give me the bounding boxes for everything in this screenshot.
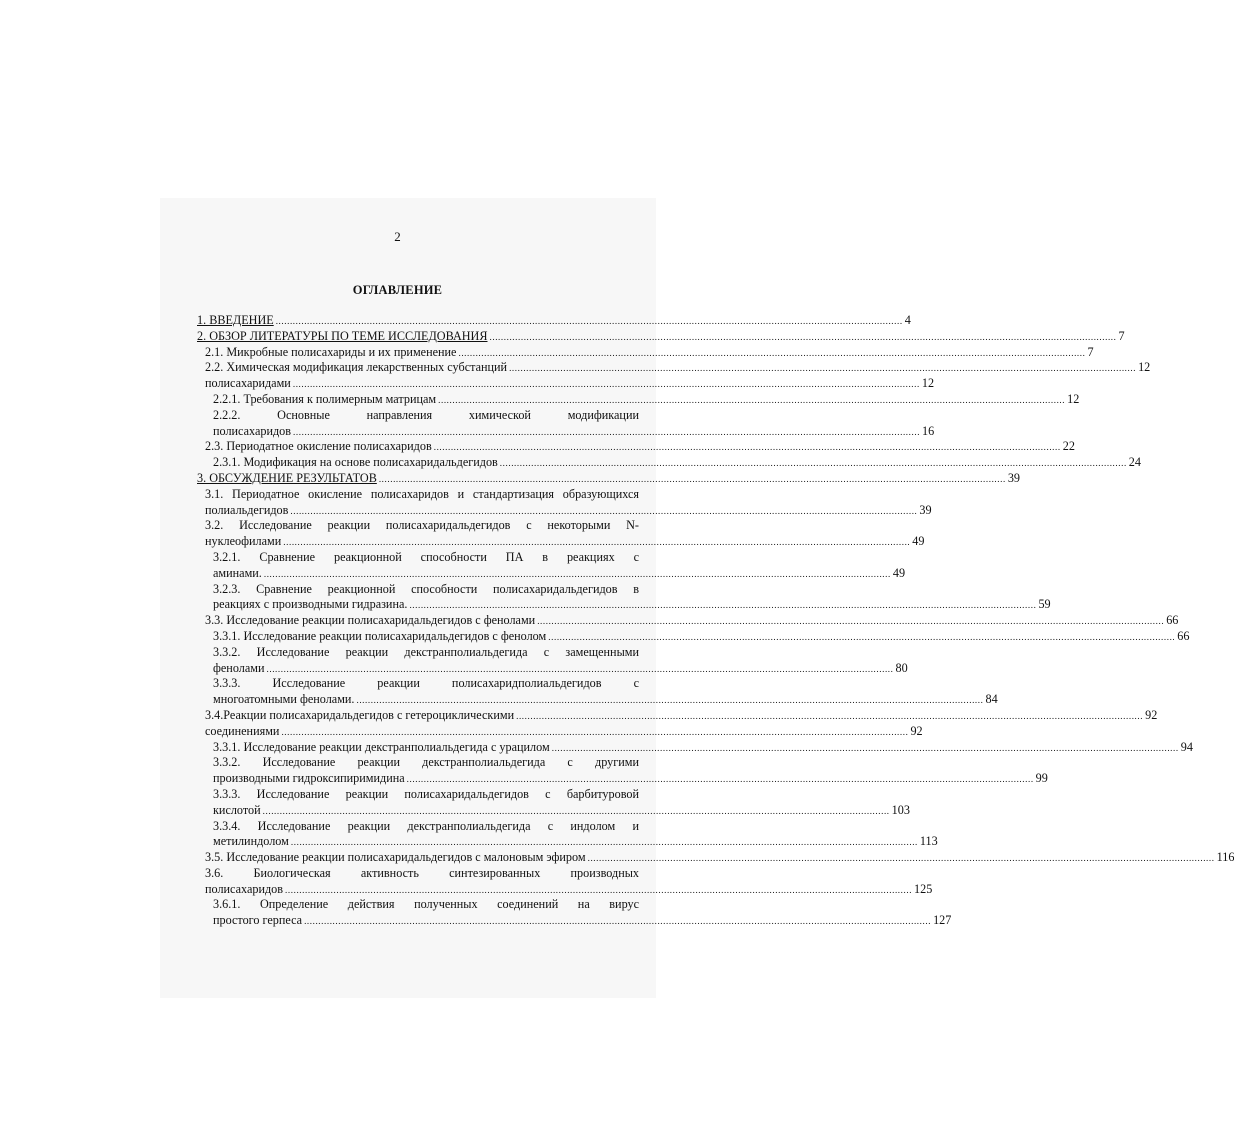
toc-entry-label: реакциях с производными гидразина. <box>213 597 408 612</box>
toc-entry[interactable] <box>197 549 906 582</box>
toc-entry-first-line: 3.6. Биологическая активность синтезированных производных <box>205 865 639 880</box>
toc-leader-dots: ............................................................................................................................................................................................................................ <box>499 458 1127 469</box>
toc-entry-label: 2.1. Микробные полисахариды и их применение <box>205 344 457 359</box>
toc-entry-label: многоатомными фенолами. <box>213 692 355 707</box>
toc-entry-page: 66 <box>1166 613 1179 628</box>
toc-entry-label: метилиндолом <box>213 834 289 849</box>
toc-entry-page: 22 <box>1062 439 1075 454</box>
toc-entry[interactable] <box>197 486 932 519</box>
toc-entry-label: 1. ВВЕДЕНИЕ <box>197 313 274 327</box>
toc-entry[interactable] <box>197 344 1094 361</box>
toc-entry[interactable] <box>197 676 998 708</box>
toc-entry[interactable] <box>197 613 1179 629</box>
toc-entry-first-line: 3.3.3. Исследование реакции полисахаридполиальдегидов с <box>213 676 639 691</box>
toc-entry-page: 80 <box>895 660 908 675</box>
toc-entry-label: 3.3. Исследование реакции полисахаридальдегидов с фенолами <box>205 613 536 628</box>
toc-leader-dots: ............................................................................................................................................................................................................................ <box>509 363 1137 374</box>
toc-entry-page: 116 <box>1216 850 1234 865</box>
toc-entry[interactable] <box>197 628 1190 645</box>
toc-leader-dots: ............................................................................................................................................................................................................................ <box>489 331 1117 342</box>
toc-entry[interactable] <box>197 755 1048 787</box>
toc-leader-dots: ............................................................................................................................................................................................................................ <box>304 916 932 927</box>
toc-entry-label: простого герпеса <box>213 913 303 928</box>
toc-leader-dots: ............................................................................................................................................................................................................................ <box>290 505 918 516</box>
toc-entry-page: 39 <box>1007 470 1021 485</box>
toc-leader-dots: ............................................................................................................................................................................................................................ <box>433 442 1061 453</box>
toc-entry-page: 49 <box>912 534 925 549</box>
toc-entry-page: 49 <box>892 565 906 580</box>
toc-leader-dots: ............................................................................................................................................................................................................................ <box>548 631 1176 642</box>
toc-entry[interactable] <box>197 455 1141 471</box>
toc-entry-label: полиальдегидов <box>205 502 289 517</box>
toc-entry-label: 2. ОБЗОР ЛИТЕРАТУРЫ ПО ТЕМЕ ИССЛЕДОВАНИЯ <box>197 328 488 343</box>
toc-entry-label: 3.3.1. Исследование реакции полисахаридальдегидов с фенолом <box>213 628 547 643</box>
toc-entry-first-line: 3.4.Реакции полисахаридальдегидов с гетероциклическими <box>205 707 515 722</box>
toc-entry[interactable] <box>197 707 1158 740</box>
toc-entry-label: фенолами <box>213 660 265 675</box>
toc-entry-first-line: 3.2. Исследование реакции полисахаридальдегидов с некоторыми N- <box>205 518 639 533</box>
toc-entry-label: производными гидроксипиримидина <box>213 771 405 786</box>
toc-leader-dots: ............................................................................................................................................................................................................................ <box>285 884 913 895</box>
toc-leader-dots: ............................................................................................................................................................................................................................ <box>290 837 918 848</box>
toc-entry-label: 2.3. Периодатное окисление полисахаридов <box>205 439 432 454</box>
toc-leader-dots: ............................................................................................................................................................................................................................ <box>537 616 1165 627</box>
toc-entry[interactable] <box>197 786 910 819</box>
toc-leader-dots: ............................................................................................................................................................................................................................ <box>283 537 911 548</box>
toc-leader-dots: ............................................................................................................................................................................................................................ <box>292 379 920 390</box>
toc-entry-page: 39 <box>919 502 932 517</box>
toc-leader-dots: ............................................................................................................................................................................................................................ <box>438 394 1066 405</box>
toc-entry-page: 92 <box>910 723 923 738</box>
toc-leader-dots: ............................................................................................................................................................................................................................ <box>356 695 984 706</box>
toc-entry-first-line: 3.6.1. Определение действия полученных соединений на вирус <box>213 897 639 912</box>
toc-entry-first-line: 3.3.3. Исследование реакции полисахаридальдегидов с барбитуровой <box>213 786 639 801</box>
toc-leader-dots: ............................................................................................................................................................................................................................ <box>262 805 890 816</box>
toc-entry-page: 59 <box>1038 597 1051 612</box>
toc-entry-page: 127 <box>933 913 952 928</box>
toc-entry[interactable] <box>197 328 1125 345</box>
toc-entry-label: полисахаридов <box>205 881 284 896</box>
toc-entry-page: 12 <box>1067 391 1080 406</box>
toc-entry[interactable] <box>197 739 1193 756</box>
toc-entry-first-line: 2.2.2. Основные направления химической модификации <box>213 407 639 422</box>
toc-entry-page: 125 <box>914 881 933 896</box>
toc-entry-label: аминами. <box>213 565 262 580</box>
toc-entry[interactable] <box>197 407 935 440</box>
toc-leader-dots: ............................................................................................................................................................................................................................ <box>263 568 891 579</box>
toc-leader-dots: ............................................................................................................................................................................................................................ <box>551 742 1179 753</box>
toc-entry-first-line: 3.2.1. Сравнение реакционной способности ПА в реакциях с <box>213 549 639 564</box>
toc-entry-page: 7 <box>1087 344 1094 359</box>
toc-entry-page: 99 <box>1035 771 1048 786</box>
toc-leader-dots: ............................................................................................................................................................................................................................ <box>281 726 909 737</box>
toc-entry-page: 4 <box>904 313 911 327</box>
toc-entry-first-page: 92 <box>1145 707 1158 722</box>
toc-entry-first-line: 3.1. Периодатное окисление полисахаридов и стандартизация образующихся <box>205 486 639 501</box>
page-number: 2 <box>394 229 401 244</box>
toc-entry-page: 7 <box>1118 328 1125 343</box>
toc-entry[interactable] <box>197 850 1234 866</box>
toc-entry[interactable] <box>197 313 911 329</box>
toc-entry-first-line: 3.2.3. Сравнение реакционной способности полисахаридальдегидов в <box>213 581 639 596</box>
toc-entry-label: 3.5. Исследование реакции полисахаридальдегидов с малоновым эфиром <box>205 850 586 865</box>
toc-entry[interactable] <box>197 818 938 851</box>
toc-leader-dots: ............................................................................................................................................................................................................................ <box>587 853 1215 864</box>
toc-entry-label: кислотой <box>213 802 261 817</box>
toc-entry-label: полисахаридами <box>205 376 291 391</box>
toc-leader-dots: ............................................................................................................................................................................................................................ <box>409 600 1037 611</box>
toc-leader-dots: ............................................................................................................................................................................................................................ <box>293 426 921 437</box>
toc-entry[interactable] <box>197 581 1051 614</box>
toc-entry[interactable] <box>197 360 1151 392</box>
toc-entry[interactable] <box>197 470 1021 487</box>
toc-entry-label: 2.3.1. Модификация на основе полисахаридальдегидов <box>213 455 498 470</box>
toc-entry-label: соединениями <box>205 723 280 738</box>
toc-entry-page: 12 <box>921 376 935 391</box>
toc-entry-label: полисахаридов <box>213 423 292 438</box>
toc-entry-first-line: 2.2. Химическая модификация лекарственных субстанций <box>205 360 508 375</box>
toc-leader-dots: ............................................................................................................................................................................................................................ <box>378 473 1006 484</box>
toc-entry-first-line: 3.3.2. Исследование реакции декстранполиальдегида с другими <box>213 755 639 770</box>
toc-entry-page: 84 <box>985 692 998 707</box>
toc-entry-first-line: 3.3.2. Исследование реакции декстранполиальдегида с замещенными <box>213 644 639 659</box>
toc-entry[interactable] <box>197 391 1080 408</box>
toc-entry-page: 103 <box>891 802 910 817</box>
toc-entry-page: 113 <box>919 834 938 849</box>
toc-entry-label: нуклеофилами <box>205 534 282 549</box>
toc-entry-page: 94 <box>1180 739 1193 754</box>
toc-entry-label: 2.2.1. Требования к полимерным матрицам <box>213 391 437 406</box>
toc-entry-label: 3.3.1. Исследование реакции декстранполиальдегида с урацилом <box>213 739 550 754</box>
toc-entry-first-page: 12 <box>1138 360 1151 375</box>
toc-entry[interactable] <box>197 865 933 898</box>
toc-leader-dots: ............................................................................................................................................................................................................................ <box>266 663 894 674</box>
toc-entry[interactable] <box>197 644 908 677</box>
toc-entry-first-line: 3.3.4. Исследование реакции декстранполиальдегида с индолом и <box>213 818 639 833</box>
table-of-contents <box>197 313 1234 929</box>
toc-entry[interactable] <box>197 897 952 929</box>
toc-entry-page: 16 <box>922 423 935 438</box>
toc-leader-dots: ............................................................................................................................................................................................................................ <box>406 774 1034 785</box>
toc-entry-page: 66 <box>1177 628 1190 643</box>
toc-title: ОГЛАВЛЕНИЕ <box>352 283 443 297</box>
toc-entry[interactable] <box>197 439 1075 455</box>
toc-entry[interactable] <box>197 518 925 550</box>
toc-leader-dots: ............................................................................................................................................................................................................................ <box>275 316 903 326</box>
toc-leader-dots: ............................................................................................................................................................................................................................ <box>458 347 1086 358</box>
toc-entry-label: 3. ОБСУЖДЕНИЕ РЕЗУЛЬТАТОВ <box>197 470 377 485</box>
toc-entry-page: 24 <box>1128 455 1141 470</box>
toc-leader-dots: ............................................................................................................................................................................................................................ <box>516 710 1144 721</box>
